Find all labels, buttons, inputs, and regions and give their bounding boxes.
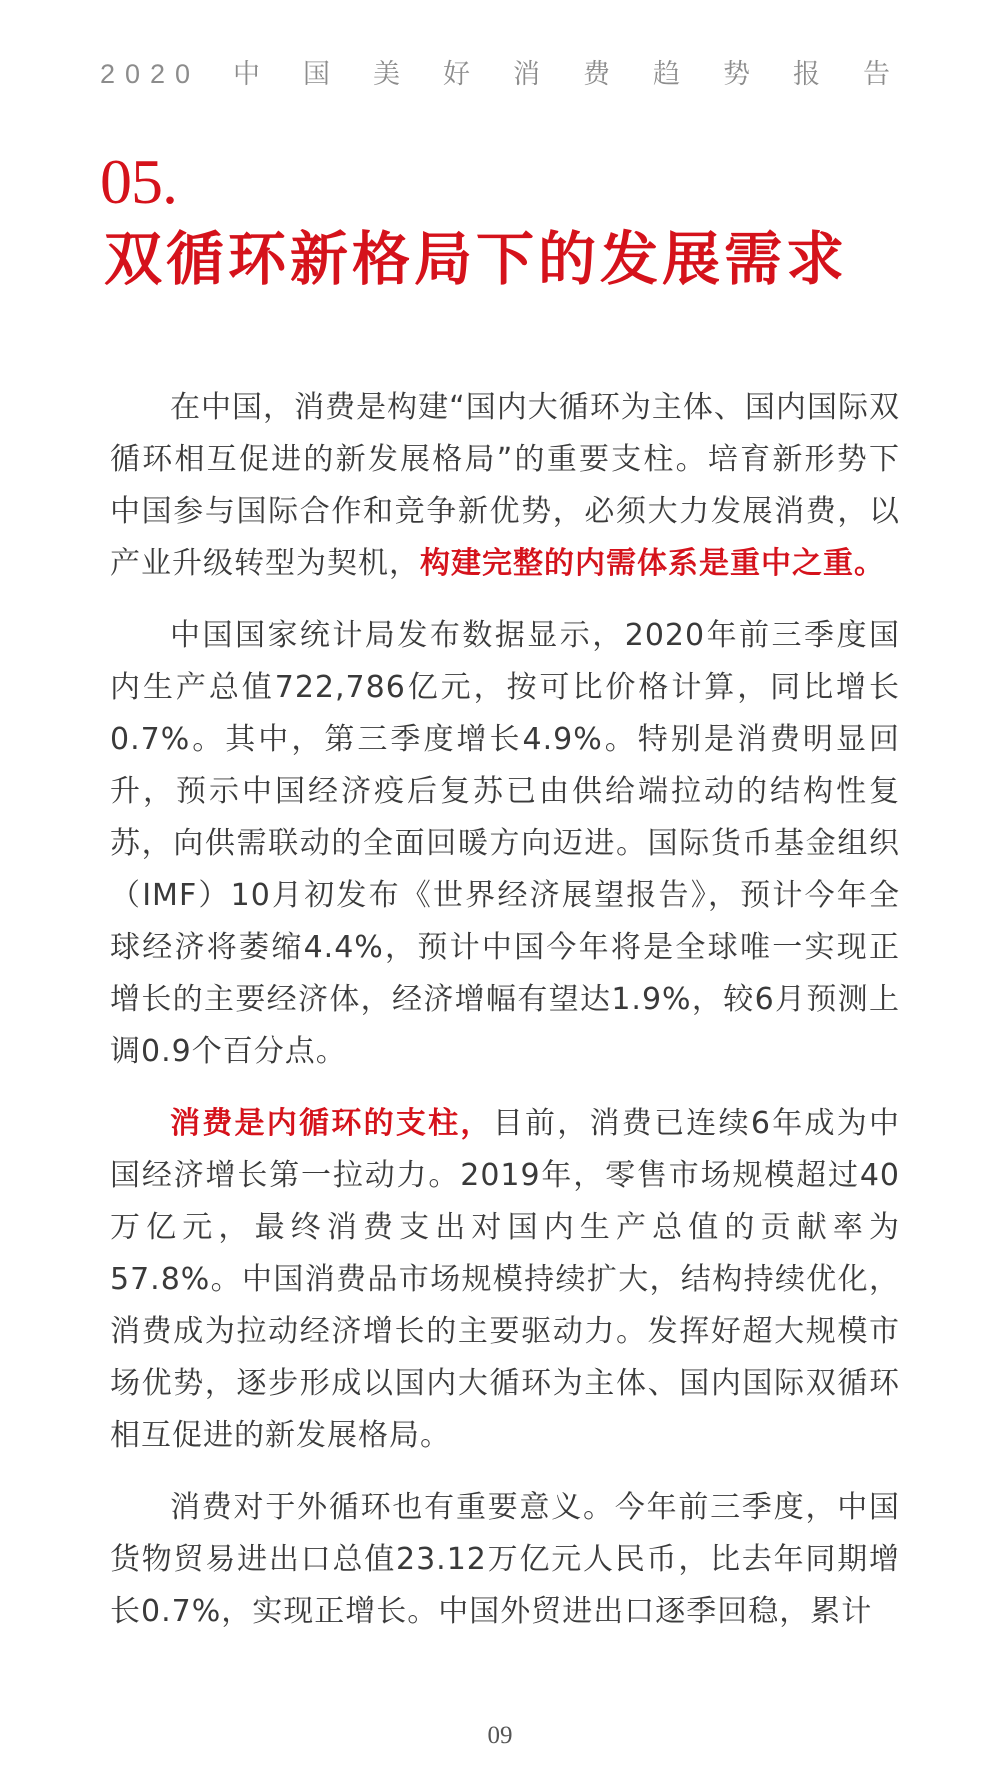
paragraph-3-text: 目前，消费已连续6年成为中国经济增长第一拉动力。2019年，零售市场规模超过40万亿元，最终消费支出对国内生产总值的贡献率为57.8%。中国消费品市场规模持续扩大，结构持续优化，消费成为拉动经济增长的主要驱动力。发挥好超大规模市场优势，逐步形成以国内大循环为主体、国内国际双循环相互促进的新发展格局。 bbox=[110, 1106, 900, 1453]
paragraph-4 bbox=[110, 1482, 900, 1638]
paragraph-2-text: 中国国家统计局发布数据显示，2020年前三季度国内生产总值722,786亿元，按可比价格计算，同比增长0.7%。其中，第三季度增长4.9%。特别是消费明显回升，预示中国经济疫后复苏已由供给端拉动的结构性复苏，向供需联动的全面回暖方向迈进。国际货币基金组织（IMF）10月初发布《世界经济展望报告》，预计今年全球经济将萎缩4.4%，预计中国今年将是全球唯一实现正增长的主要经济体，经济增幅有望达1.9%，较6月预测上调0.9个百分点。 bbox=[110, 618, 900, 1069]
page-number: 09 bbox=[487, 1722, 513, 1749]
section-number: 05. bbox=[100, 146, 177, 217]
paragraph-1-text: 在中国，消费是构建“国内大循环为主体、国内国际双循环相互促进的新发展格局”的重要支柱。培育新形势下中国参与国际合作和竞争新优势，必须大力发展消费，以产业升级转型为契机， bbox=[110, 390, 900, 581]
paragraph-2 bbox=[110, 610, 900, 1078]
paragraph-3 bbox=[110, 1098, 900, 1462]
section-title: 双循环新格局下的发展需求 bbox=[104, 225, 849, 293]
running-header: 2020中国美好消费趋势报告 bbox=[100, 59, 900, 89]
body-text bbox=[110, 382, 900, 1658]
paragraph-4-text: 消费对于外循环也有重要意义。今年前三季度，中国货物贸易进出口总值23.12万亿元人民币，比去年同期增长0.7%，实现正增长。中国外贸进出口逐季回稳，累计 bbox=[110, 1490, 900, 1629]
paragraph-3-highlight: 消费是内循环的支柱， bbox=[170, 1106, 493, 1141]
paragraph-1 bbox=[110, 382, 900, 590]
paragraph-1-highlight: 构建完整的内需体系是重中之重。 bbox=[420, 546, 885, 581]
